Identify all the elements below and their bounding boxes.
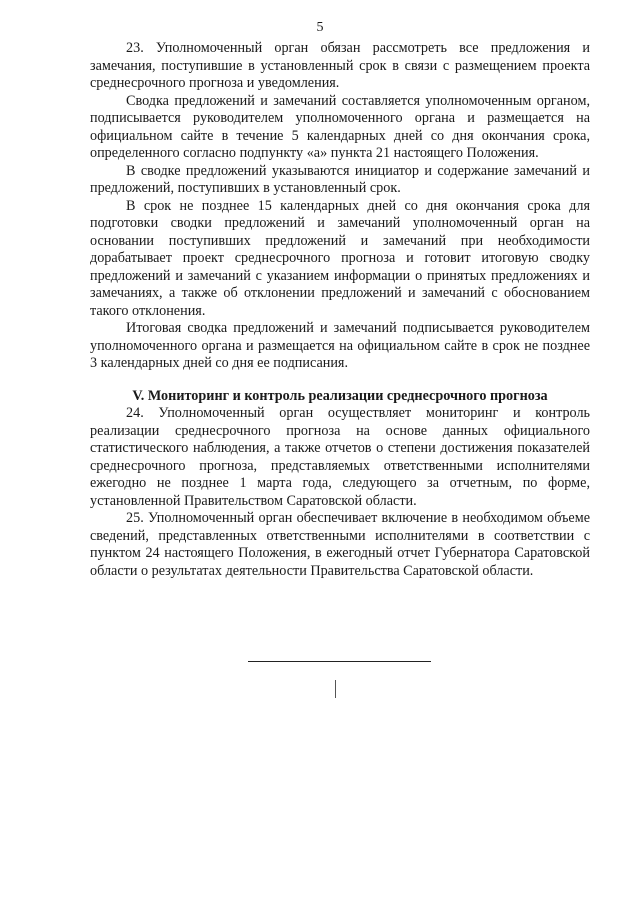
document-body (90, 40, 590, 580)
paragraph-25: 25. Уполномоченный орган обеспечивает включение в необходимом объеме сведений, представленных ответственными исполнителями в соответствии с пунктом 24 настоящего Положения, в ежегодный отчет Губернатора Саратовской области о результатах деятельности Правительства Саратовской области. (90, 510, 590, 579)
paragraph-final-summary: Итоговая сводка предложений и замечаний подписывается руководителем уполномоченного органа и размещается на официальном сайте в срок не позднее 3 календарных дней со дня ее подписания. (90, 320, 590, 371)
section-heading: V. Мониторинг и контроль реализации среднесрочного прогноза (132, 387, 548, 404)
page-number: 5 (316, 20, 324, 35)
paragraph-revision-deadline: В срок не позднее 15 календарных дней со дня окончания срока для подготовки сводки предложений и замечаний уполномоченный орган на основании поступивших предложений и замечаний при необходимости дорабатывает проект среднесрочного прогноза и готовит итоговую сводку предложений и замечаний с указанием информации о принятых предложениях и замечаниях, а также об отклонении предложений и замечаний с обоснованием такого отклонения. (90, 197, 590, 319)
closing-divider (248, 661, 431, 662)
paragraph-summary-contents: В сводке предложений указываются инициатор и содержание замечаний и предложений, поступивших в установленный срок. (90, 162, 590, 196)
scan-mark (335, 680, 336, 698)
paragraph-summary-compilation: Сводка предложений и замечаний составляется уполномоченным органом, подписывается руководителем уполномоченного органа и размещается на официальном сайте в течение 5 календарных дней со дня окончания срока, определенного согласно подпункту «а» пункта 21 настоящего Положения. (90, 92, 590, 161)
paragraph-24: 24. Уполномоченный орган осуществляет мониторинг и контроль реализации среднесрочного прогноза на основе данных официального статистического наблюдения, а также отчетов о степени достижения показателей среднесрочного прогноза, представляемых ответственными исполнителями ежегодно не позднее 1 марта года, следующего за отчетным, по форме, установленной Правительством Саратовской области. (90, 405, 590, 509)
paragraph-23: 23. Уполномоченный орган обязан рассмотреть все предложения и замечания, поступившие в установленный срок в связи с размещением проекта среднесрочного прогноза и уведомления. (90, 40, 590, 91)
